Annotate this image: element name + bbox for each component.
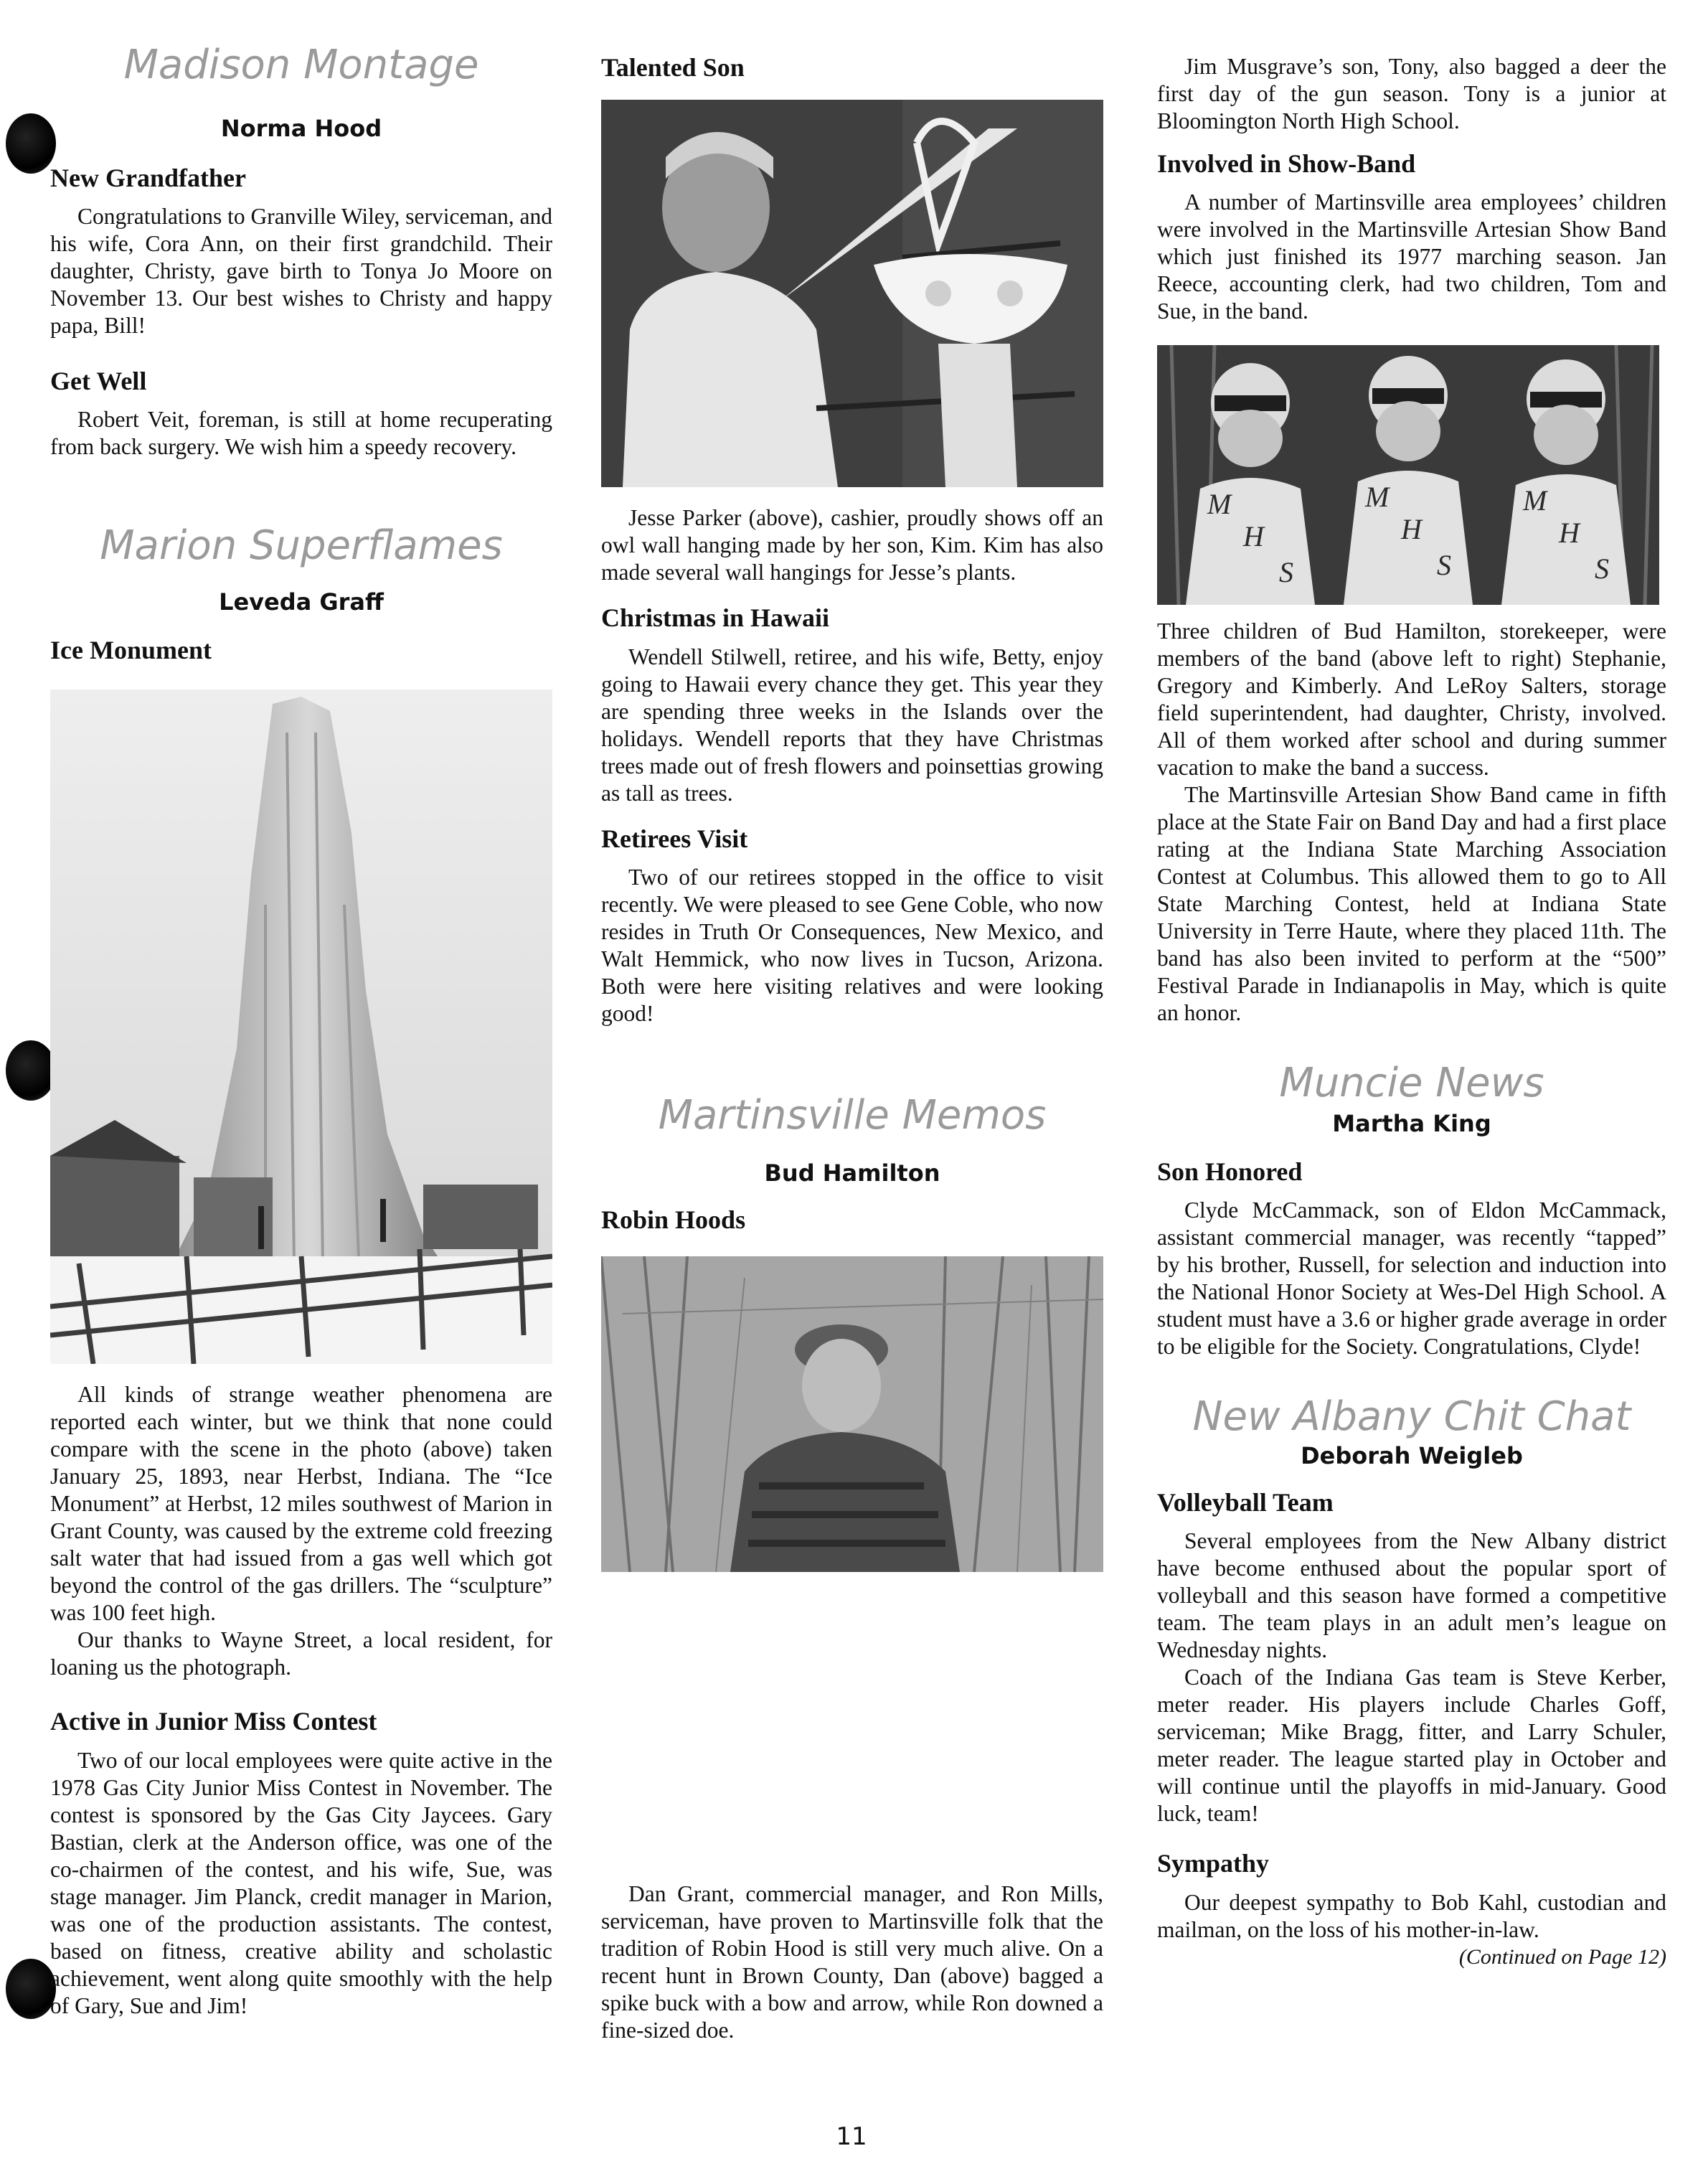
band-uniform-letter-s-2: S xyxy=(1437,549,1451,582)
binder-hole-bottom xyxy=(6,1959,56,2019)
article-retirees-visit: Two of our retirees stopped in the office to visit recently. We were pleased to see Gene Coble, who now resides in Truth Or Consequences, New Mexico, and Walt Hemmick, who now lives in Tucson, Arizona. Both were here visiting relatives and were looking good! xyxy=(601,865,1103,1027)
band-uniform-letter-h-1: H xyxy=(1243,520,1264,553)
section-title-martinsville: Martinsville Memos xyxy=(658,1092,1047,1139)
heading-junior-miss: Active in Junior Miss Contest xyxy=(50,1707,377,1736)
article-ice-monument-thanks: Our thanks to Wayne Street, a local resident, for loaning us the photograph. xyxy=(50,1627,552,1680)
photo-robin-hoods-hunter xyxy=(601,1256,1103,1572)
band-uniform-letter-s-1: S xyxy=(1279,556,1293,589)
heading-show-band: Involved in Show-Band xyxy=(1157,149,1416,178)
article-musgrave: Jim Musgrave’s son, Tony, also bagged a deer the first day of the gun season. Tony is a junior at Bloomington North High School. xyxy=(1157,54,1666,133)
article-ice-monument: All kinds of strange weather phenomena are reported each winter, but we think that none could compare with the scene in the photo (above) taken January 25, 1893, near Herbst, Indiana. The “Ice Monument” at Herbst, 12 miles southwest of Marion in Grant County, was caused by the extreme cold freezing salt water that had issued from a gas well which got beyond the control of the gas drillers. The “sculpture” was 100 feet high. xyxy=(50,1382,552,1626)
band-uniform-letter-h-3: H xyxy=(1559,517,1580,550)
section-title-marion: Marion Superflames xyxy=(100,522,503,570)
heading-new-grandfather: New Grandfather xyxy=(50,163,246,192)
article-volleyball-team: Several employees from the New Albany district have become enthused about the popular sport of volleyball and this season have formed a competitive team. The team plays in an adult men’s league on Wednesday nights. xyxy=(1157,1528,1666,1663)
heading-volleyball-team: Volleyball Team xyxy=(1157,1487,1334,1517)
photo-owl-wall-hanging xyxy=(601,100,1103,487)
column-right xyxy=(1157,53,1666,1969)
column-left xyxy=(50,43,552,2020)
section-title-new-albany: New Albany Chit Chat xyxy=(1192,1393,1631,1441)
article-junior-miss: Two of our local employees were quite active in the 1978 Gas City Junior Miss Contest in November. The contest is sponsored by the Gas City Jaycees. Gary Bastian, clerk at the Anderson office, was one of the co-chairmen of the contest, and his wife, Sue, was stage manager. Jim Planck, credit manager in Marion, was one of the production assistants. The contest, based on fitness, creative ability and scholastic achievement, went along quite smoothly with the help of Gary, Sue and Jim! xyxy=(50,1747,552,2018)
continued-note: (Continued on Page 12) xyxy=(1458,1944,1666,1969)
binder-hole-top xyxy=(6,113,56,174)
heading-ice-monument: Ice Monument xyxy=(50,635,212,664)
section-title-madison: Madison Montage xyxy=(123,42,479,88)
band-uniform-letter-m-3: M xyxy=(1523,484,1547,517)
section-title-muncie: Muncie News xyxy=(1279,1060,1544,1107)
byline-marion: Leveda Graff xyxy=(219,588,384,616)
heading-get-well: Get Well xyxy=(50,366,147,395)
byline-madison: Norma Hood xyxy=(220,114,382,142)
band-uniform-letter-m-1: M xyxy=(1207,488,1232,521)
article-volleyball-coach: Coach of the Indiana Gas team is Steve Kerber, meter reader. His players include Charles Goff, serviceman; Mike Bragg, fitter, and Larry Schuler, meter reader. The league started play in October and will continue until the playoffs in mid-January. Good luck, team! xyxy=(1157,1665,1666,1827)
article-sympathy: Our deepest sympathy to Bob Kahl, custodian and mailman, on the loss of his mother-in-law. xyxy=(1157,1889,1666,1942)
byline-new-albany: Deborah Weigleb xyxy=(1301,1441,1523,1469)
article-robin-hoods: Dan Grant, commercial manager, and Ron Mills, serviceman, have proven to Martinsville folk that the tradition of Robin Hood is still very much alive. On a recent hunt in Brown County, Dan (above) bagged a spike buck with a bow and arrow, while Ron downed a fine-sized doe. xyxy=(601,1881,1103,2043)
heading-son-honored: Son Honored xyxy=(1157,1157,1303,1186)
band-uniform-letter-h-2: H xyxy=(1401,513,1422,546)
byline-martinsville: Bud Hamilton xyxy=(764,1159,940,1187)
page-number: 11 xyxy=(836,2122,867,2151)
article-band-results: The Martinsville Artesian Show Band came in fifth place at the State Fair on Band Day and had a first place rating at the Indiana State Marching Association Contest at Columbus. This allowed them to go to All State Marching Contest, held at Indiana State University in Terre Haute, where they placed 11th. The band has also been invited to perform at the “500” Festival Parade in Indianapolis in May, which is quite an honor. xyxy=(1157,782,1666,1026)
heading-robin-hoods: Robin Hoods xyxy=(601,1205,746,1234)
heading-retirees-visit: Retirees Visit xyxy=(601,824,748,853)
article-get-well: Robert Veit, foreman, is still at home recuperating from back surgery. We wish him a speedy recovery. xyxy=(50,407,552,460)
heading-christmas-hawaii: Christmas in Hawaii xyxy=(601,603,830,633)
article-christmas-hawaii: Wendell Stilwell, retiree, and his wife, Betty, enjoy going to Hawaii every chance they get. This year they are spending three weeks in the Islands over the holidays. Wendell reports that they have Christmas trees made out of fresh flowers and poinsettias growing as tall as trees. xyxy=(601,644,1103,806)
photo-ice-monument xyxy=(50,689,552,1364)
article-son-honored: Clyde McCammack, son of Eldon McCammack, assistant commercial manager, was recently “tapped” by his brother, Russell, for selection and induction into the National Honor Society at Wes-Del High School. A student must have a 3.6 or higher grade average in order to be eligible for the Society. Congratulations, Clyde! xyxy=(1157,1197,1666,1360)
photo-band-children xyxy=(1157,345,1659,605)
article-show-band: A number of Martinsville area employees’ children were involved in the Martinsville Artesian Show Band which just finished its 1977 marching season. Jan Reece, accounting clerk, had two children, Tom and Sue, in the band. xyxy=(1157,189,1666,324)
band-uniform-letter-s-3: S xyxy=(1595,552,1609,585)
article-new-grandfather: Congratulations to Granville Wiley, serviceman, and his wife, Cora Ann, on their first grandchild. Their daughter, Christy, gave birth to Tonya Jo Moore on November 13. Our best wishes to Christy and happy papa, Bill! xyxy=(50,203,552,338)
heading-talented-son: Talented Son xyxy=(601,53,745,82)
column-middle xyxy=(601,53,1103,2044)
heading-sympathy: Sympathy xyxy=(1157,1849,1270,1878)
caption-band-children: Three children of Bud Hamilton, storekeeper, were members of the band (above left to right) Stephanie, Gregory and Kimberly. And LeRoy Salters, storage field superintendent, had daughter, Christy, involved. All of them worked after school and during summer vacation to make the band a success. xyxy=(1157,618,1666,781)
caption-owl-wall-hanging: Jesse Parker (above), cashier, proudly shows off an owl wall hanging made by her son, Kim. Kim has also made several wall hangings for Jesse’s plants. xyxy=(601,505,1103,585)
band-uniform-letter-m-2: M xyxy=(1365,481,1390,514)
binder-hole-middle xyxy=(6,1040,56,1101)
byline-muncie: Martha King xyxy=(1332,1109,1491,1137)
